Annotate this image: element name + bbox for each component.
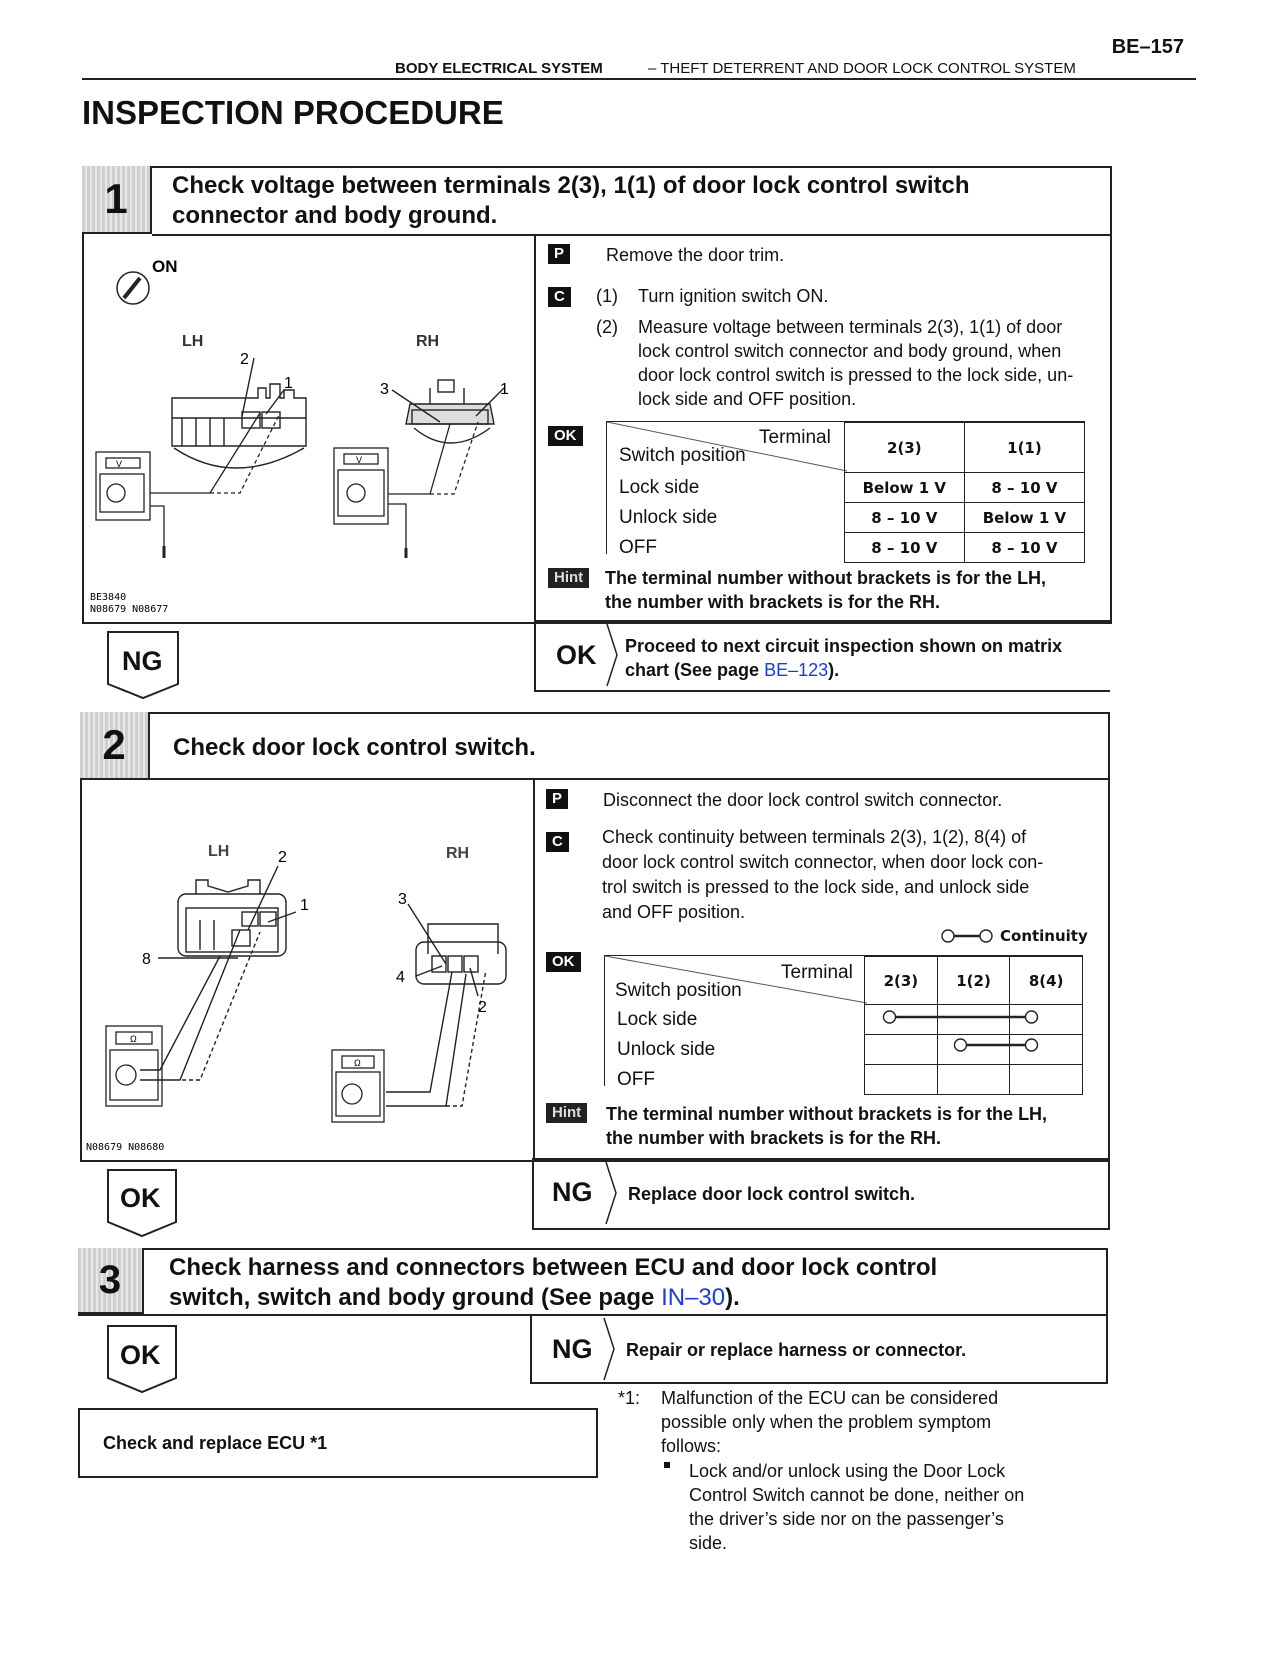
hint-line: The terminal number without brackets is for the LH, [606,1104,1048,1124]
ng-down-label: NG [122,646,163,676]
rh-meter-symbol: V [356,455,363,465]
hint-line: the number with brackets is for the RH. [605,592,941,612]
subsection-title: – THEFT DETERRENT AND DOOR LOCK CONTROL SYSTEM [648,60,1076,77]
lh-label: LH [208,843,230,860]
ok-result-label: OK [556,640,597,670]
ok-result-line: Proceed to next circuit inspection shown on matrix [625,636,1063,656]
check-item-2-text [638,315,1073,411]
diagram-code-2: N08679 N08677 [90,604,169,615]
footnote-line: follows: [661,1436,722,1456]
step-1-header-rule [152,234,1110,236]
ng-result-text: Repair or replace harness or connector. [626,1340,967,1360]
continuity-legend-label: Continuity [1000,927,1088,945]
footnote-bullet-line: Lock and/or unlock using the Door Lock [689,1461,1006,1481]
table-row [607,533,1085,563]
hint-text [606,1102,1047,1150]
ignition-key-icon [117,272,149,304]
step-3-title-line1: Check harness and connectors between ECU and door lock control [169,1254,938,1281]
check-item-2-line: lock control switch connector and body ground, when [638,341,1062,361]
column-header: 1(2) [937,957,1010,1005]
row-position: Unlock side [617,1038,716,1060]
footnote-marker: *1: [618,1388,641,1408]
step-1-divider [534,236,536,621]
rh-terminal-1: 1 [500,381,509,398]
footnote-line: possible only when the problem symptom [661,1412,992,1432]
prep-tag: P [548,244,570,264]
bullet-icon [664,1462,670,1468]
column-header: 8(4) [1010,957,1083,1005]
corner-terminal-label: Terminal [781,962,853,983]
lh-terminal-1: 1 [284,375,293,392]
rh-terminal-3: 3 [380,381,389,398]
corner-terminal-label: Terminal [759,427,831,448]
lh-connector-illustration [140,866,296,1080]
lh-voltmeter-icon [96,413,280,558]
check-item-2-line: Measure voltage between terminals 2(3), 1(1) of door [638,317,1063,337]
step-2-title: Check door lock control switch. [173,734,536,761]
rh-label: RH [446,845,470,862]
final-action-text: Check and replace ECU *1 [103,1433,328,1453]
on-label: ON [152,257,178,276]
rh-connector-illustration [386,904,506,1106]
page-title: INSPECTION PROCEDURE [82,94,504,131]
rh-terminal-4: 4 [396,969,405,986]
step-2-number: 2 [80,712,150,780]
lh-terminal-2: 2 [278,849,287,866]
ok-down-label: OK [120,1340,161,1370]
rh-terminal-2: 2 [478,999,487,1016]
row-position: OFF [619,536,657,558]
result-bracket-icon [605,622,619,688]
step-2-divider [533,780,535,1158]
prep-text: Disconnect the door lock control switch connector. [603,790,1003,810]
corner-position-label: Switch position [619,445,746,466]
row-position: Lock side [617,1008,698,1030]
check-line: trol switch is pressed to the lock side, and unlock side [602,877,1030,897]
hint-line: The terminal number without brackets is for the LH, [605,568,1047,588]
step-3-title-line2: switch, switch and body ground (See page IN–30). [169,1284,740,1311]
check-item-1-text: Turn ignition switch ON. [638,286,829,306]
cell-value: 8 – 10 V [964,533,1084,563]
continuity-legend-icon [940,928,994,944]
step-1-diagram [84,238,534,618]
table-row [605,1065,1083,1095]
ok-result-line: chart (See page BE–123). [625,660,840,680]
ng-result-label: NG [552,1334,593,1364]
step-1-title [172,171,970,231]
check-item-2-num: (2) [596,317,618,337]
footnote-bullet-text [689,1459,1024,1555]
ng-result-text: Replace door lock control switch. [628,1184,916,1204]
footnote-text [661,1386,998,1458]
page-link-in-30[interactable]: IN–30 [661,1284,726,1311]
corner-position-label: Switch position [615,980,742,1001]
footnote-bullet-line: side. [689,1533,728,1553]
cell-value: Below 1 V [964,503,1084,533]
step-2-header-rule [80,778,1108,780]
footnote-line: Malfunction of the ECU can be considered [661,1388,999,1408]
step-3-number: 3 [78,1248,144,1314]
rh-label: RH [416,333,440,350]
check-text [602,825,1043,925]
result-bracket-icon [602,1316,616,1382]
prep-text: Remove the door trim. [606,245,785,265]
ng-result-label: NG [552,1177,593,1207]
header-rule [82,78,1196,80]
step-1-title-line2: connector and body ground. [172,202,498,229]
diagram-code-1: BE3840 [90,592,127,603]
continuity-grid [605,956,1083,1095]
hint-tag: Hint [548,568,589,588]
row-position: Unlock side [619,506,718,528]
ok-down-label: OK [120,1183,161,1213]
column-header: 1(1) [964,423,1084,473]
table-row [605,1035,1083,1065]
section-title: BODY ELECTRICAL SYSTEM [395,60,603,77]
footnote-bullet-line: the driver’s side nor on the passenger’s [689,1509,1004,1529]
lh-meter-symbol: V [116,459,123,469]
column-header: 2(3) [865,957,938,1005]
step-1-number: 1 [82,166,152,234]
cell-value: 8 – 10 V [844,503,964,533]
table-header-row [605,957,1083,1005]
lh-terminal-8: 8 [142,951,151,968]
check-line: and OFF position. [602,902,746,922]
lh-meter-symbol: Ω [130,1034,137,1044]
check-item-1-num: (1) [596,286,618,306]
hint-text [605,566,1046,614]
footnote-bullet-line: Control Switch cannot be done, neither on [689,1485,1025,1505]
row-position: Lock side [619,476,700,498]
row-position: OFF [617,1068,655,1090]
check-tag: C [546,832,569,852]
prep-tag: P [546,789,568,809]
check-line: Check continuity between terminals 2(3), 1(2), 8(4) of [602,827,1027,847]
check-tag: C [548,287,571,307]
cell-value: Below 1 V [844,473,964,503]
cell-value: 8 – 10 V [964,473,1084,503]
ok-tag: OK [546,952,581,972]
table-row [607,503,1085,533]
page-link-be-123[interactable]: BE–123 [764,660,829,680]
voltage-spec-table [606,421,1085,558]
ok-result-text [625,634,1062,682]
hint-tag: Hint [546,1103,587,1123]
rh-terminal-3: 3 [398,891,407,908]
step-3-title [169,1253,937,1313]
diagram-code: N08679 N08680 [86,1142,165,1153]
cell-value: 8 – 10 V [844,533,964,563]
rh-meter-symbol: Ω [354,1058,361,1068]
column-header: 2(3) [844,423,964,473]
check-item-2-line: lock side and OFF position. [638,389,857,409]
lh-terminal-1: 1 [300,897,309,914]
page-number: BE–157 [1111,36,1184,58]
continuity-table [604,955,1083,1090]
step-1-title-line1: Check voltage between terminals 2(3), 1(1) of door lock control switch [172,172,970,199]
result-bracket-icon [604,1160,618,1226]
voltage-grid [607,422,1085,563]
step-2-diagram [82,782,532,1156]
table-row [605,1005,1083,1035]
check-line: door lock control switch connector, when door lock con- [602,852,1044,872]
lh-label: LH [182,333,204,350]
lh-terminal-2: 2 [240,351,249,368]
ok-tag: OK [548,426,583,446]
check-item-2-line: door lock control switch is pressed to the lock side, un- [638,365,1074,385]
hint-line: the number with brackets is for the RH. [606,1128,942,1148]
rh-connector-illustration [392,380,504,443]
table-row [607,473,1085,503]
table-header-row [607,423,1085,473]
